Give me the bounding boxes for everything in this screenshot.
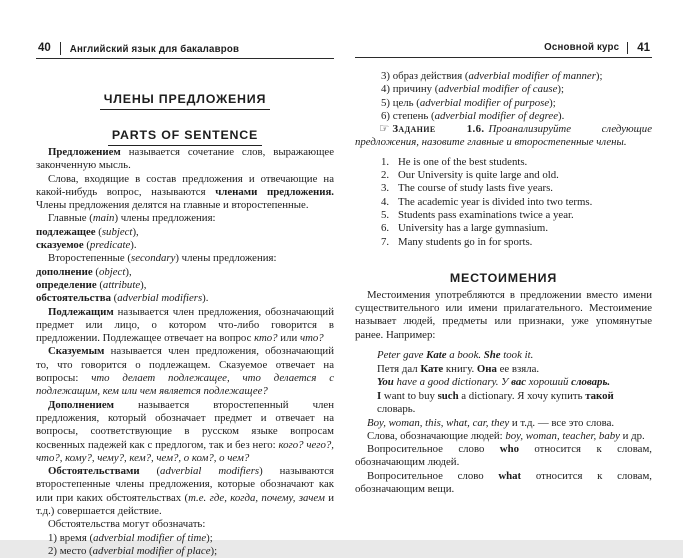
example-line: I want to buy such a dictionary. Я хочу купить такой словарь. (377, 389, 614, 416)
paragraph-pronouns-definition: Местоимения употребляются в предложении вместо имени существительного или имени прилагательного. Местоимение называет людей, предметы или признаки, уже упомянутые ранее. Например: (355, 288, 652, 341)
running-head-title-left: Английский язык для бакалавров (69, 44, 240, 55)
paragraph-what: Вопросительное слово what относится к словам, обозначающим вещи. (355, 469, 652, 496)
exercise-sentences (355, 156, 652, 249)
paragraph-who: Вопросительное слово who относится к словам, обозначающим людей. (355, 443, 652, 469)
secondary-member-object: дополнение (object), (36, 265, 132, 278)
main-member-subject: подлежащее (subject), (36, 225, 139, 238)
adverbial-item-cause: 4) причину (adverbial modifier of cause); (381, 83, 564, 96)
example-line: You have a good dictionary. У вас хороший словарь. (377, 376, 611, 389)
exercise-sentence: 3. The course of study lasts five years. (381, 182, 554, 195)
paragraph-adverbial-intro: Обстоятельства могут обозначать: (48, 518, 206, 531)
paragraph-object: Дополнением называется второстепенный член предложения, который обозначает предмет и отвечает на вопросы, соответствующие в русском языке вопросам косвенных падежей как с предлогом, так и без него: кого? чего?, что?, кому?, чему?, кем?, чем?, о ком?, о чем? (36, 398, 334, 464)
exercise-sentence: 7. Many students go in for sports. (381, 235, 533, 248)
example-sentences (355, 349, 652, 417)
paragraph-sentence-definition: Предложением называется сочетание слов, выражающее законченную мысль. (36, 146, 334, 172)
section-title-ru: ЧЛЕНЫ ПРЕДЛОЖЕНИЯ (36, 74, 334, 111)
pointing-hand-icon: ☞ (379, 123, 390, 136)
exercise-sentence: 1. He is one of the best students. (381, 155, 528, 168)
example-line: Peter gave Kate a book. She took it. (377, 349, 534, 362)
task-label: Задание 1.6. (392, 123, 485, 136)
exercise-sentence: 2. Our University is quite large and old. (381, 169, 559, 182)
running-head-right (355, 42, 652, 58)
adverbial-list-continued (355, 70, 652, 123)
secondary-member-attribute: определение (attribute), (36, 278, 147, 291)
paragraph-words-people: Слова, обозначающие людей: boy, woman, teacher, baby и др. (367, 429, 645, 442)
example-line: Петя дал Кате книгу. Она ее взяла. (377, 362, 540, 375)
running-head-left (36, 42, 334, 59)
main-members-heading: Главные (main) члены предложения: (48, 212, 216, 225)
task-text: Проанализируйте следующие предложения, назовите главные и второстепенные члены. (355, 123, 653, 149)
paragraph-subject: Подлежащим называется член предложения, обозначающий предмет или лицо, о котором что-либо говорится в предложении. Подлежащее отвечает на вопрос кто? или что? (36, 305, 334, 345)
paragraph-adverbial: Обстоятельствами (adverbial modifiers) называются второстепенные члены предложения, которые обозначают как или при каких обстоятельствах (т.е. где, когда, почему, зачем и т.д.) совершается действие. (36, 465, 334, 518)
paragraph-members-definition: Слова, входящие в состав предложения и отвечающие на какой-нибудь вопрос, называются членами предложения. Члены предложения делятся на главные и второстепенные. (36, 172, 334, 212)
exercise-sentence: 6. University has a large gymnasium. (381, 222, 549, 235)
page-right (355, 42, 652, 496)
page-number-left: 40 (36, 42, 61, 55)
paragraph-predicate: Сказуемым называется член предложения, обозначающий то, что говорится о подлежащем. Сказуемое отвечает на вопросы: что делает подлежащее, что делается с подлежащим, кем или чем является подлежащее? (36, 345, 335, 398)
adverbial-item-place: 2) место (adverbial modifier of place); (48, 544, 218, 557)
section-title-en: PARTS OF SENTENCE (36, 118, 334, 146)
adverbial-item-manner: 3) образ действия (adverbial modifier of manner); (381, 70, 603, 82)
exercise-sentence: 4. The academic year is divided into two terms. (381, 195, 593, 208)
running-head-title-right: Основной курс (544, 42, 628, 54)
adverbial-item-purpose: 5) цель (adverbial modifier of purpose); (381, 96, 556, 109)
paragraph-words: Boy, woman, this, what, car, they и т.д. — все это слова. (367, 416, 615, 429)
adverbial-item-degree: 6) степень (adverbial modifier of degree). (381, 109, 565, 122)
page-number-right: 41 (637, 42, 650, 54)
main-member-predicate: сказуемое (predicate). (36, 239, 137, 252)
pronouns-title: МЕСТОИМЕНИЯ (449, 270, 558, 285)
page-left (36, 42, 334, 558)
secondary-member-adverbial: обстоятельства (adverbial modifiers). (36, 292, 209, 305)
exercise-sentence: 5. Students pass examinations twice a year. (381, 208, 574, 221)
adverbial-item-time: 1) время (adverbial modifier of time); (48, 531, 213, 544)
task-paragraph (355, 123, 652, 150)
secondary-members-heading: Второстепенные (secondary) члены предложения: (48, 252, 277, 265)
